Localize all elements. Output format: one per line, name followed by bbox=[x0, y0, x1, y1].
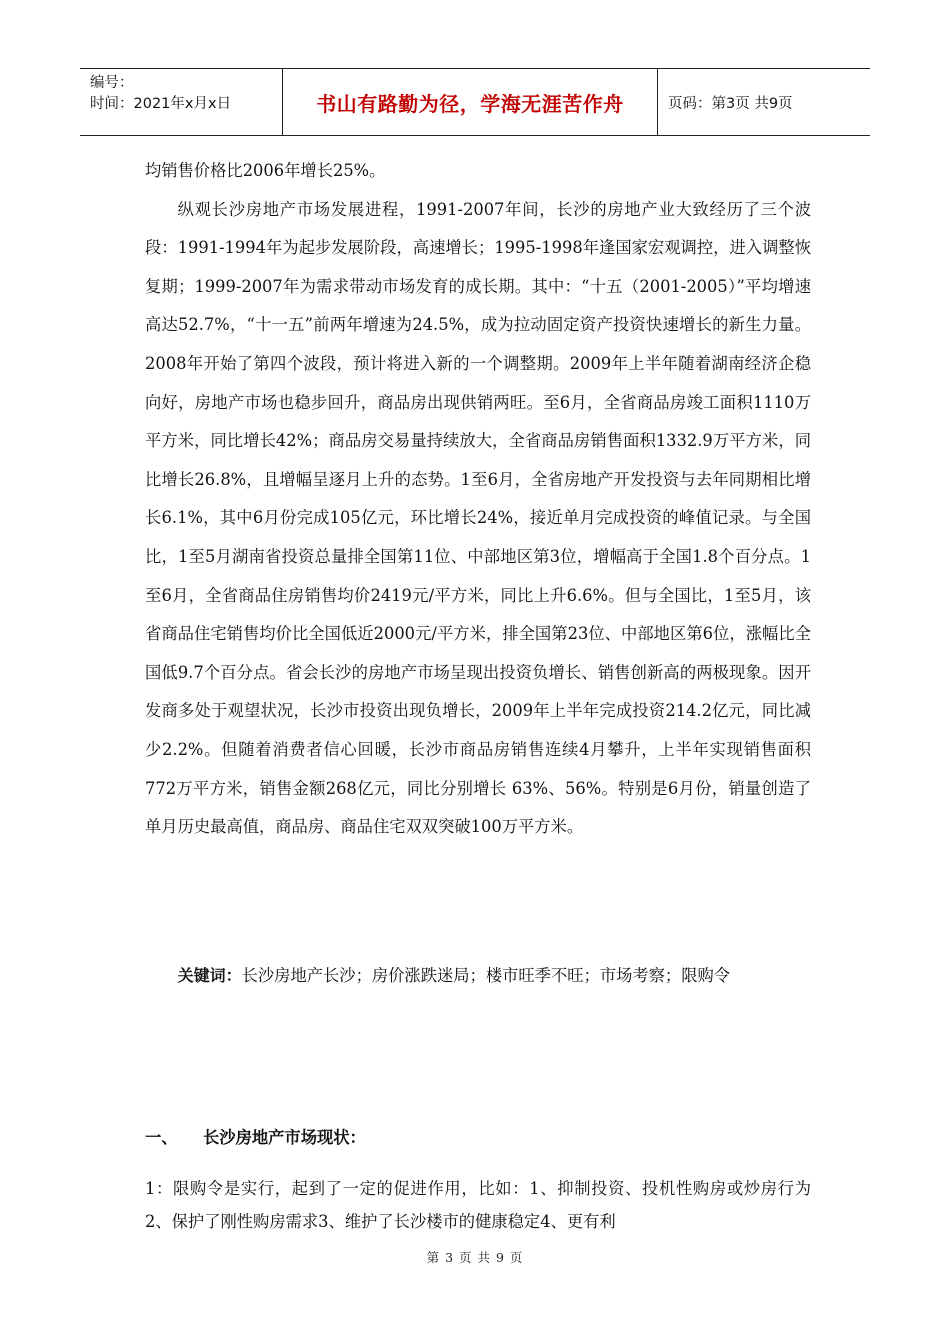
header-info-cell bbox=[80, 69, 283, 135]
keywords-text: 长沙房地产长沙；房价涨跌迷局；楼市旺季不旺；市场考察；限购令 bbox=[241, 966, 731, 985]
section-number: 一、 bbox=[145, 1128, 178, 1147]
section-title: 长沙房地产市场现状： bbox=[203, 1128, 366, 1147]
header-time-label: 时间：2021年x月x日 bbox=[90, 96, 232, 112]
header-motto: 书山有路勤为径，学海无涯苦作舟 bbox=[283, 69, 658, 135]
keywords-label: 关键词： bbox=[177, 966, 242, 985]
body-paragraph-1: 均销售价格比2006年增长25%。 bbox=[145, 161, 386, 180]
section-heading bbox=[145, 1124, 366, 1148]
keywords-block bbox=[145, 956, 811, 996]
header-number-label: 编号： bbox=[90, 75, 134, 91]
page-footer: 第 3 页 共 9 页 bbox=[426, 1250, 524, 1265]
header-page-code: 页码：第3页 共9页 bbox=[668, 95, 793, 112]
page-header bbox=[80, 68, 870, 136]
body-text bbox=[145, 152, 811, 847]
section-paragraph: 1：限购令是实行，起到了一定的促进作用，比如：1、抑制投资、投机性购房或炒房行为2、保护了刚性购房需求3、维护了长沙楼市的健康稳定4、更有利 bbox=[145, 1179, 811, 1231]
body-paragraph-2: 纵观长沙房地产市场发展进程，1991-2007年间，长沙的房地产业大致经历了三个波段：1991-1994年为起步发展阶段，高速增长；1995-1998年逢国家宏观调控，进入调整恢复期；1999-2007年为需求带动市场发育的成长期。其中：“十五（2001-2005）”平均增速高达52.7%，“十一五”前两年增速为24.5%，成为拉动固定资产投资快速增长的新生力量。2008年开始了第四个波段，预计将进入新的一个调整期。2009年上半年随着湖南经济企稳向好，房地产市场也稳步回升，商品房出现供销两旺。至6月，全省商品房竣工面积1110万平方米，同比增长42%；商品房交易量持续放大，全省商品房销售面积1332.9万平方米，同比增长26.8%，且增幅呈逐月上升的态势。1至6月，全省房地产开发投资与去年同期相比增长6.1%，其中6月份完成105亿元，环比增长24%，接近单月完成投资的峰值记录。与全国比，1至5月湖南省投资总量排全国第11位、中部地区第3位，增幅高于全国1.8个百分点。1至6月，全省商品住房销售均价2419元/平方米，同比上升6.6%。但与全国比，1至5月，该省商品住宅销售均价比全国低近2000元/平方米，排全国第23位、中部地区第6位，涨幅比全国低9.7个百分点。省会长沙的房地产市场呈现出投资负增长、销售创新高的两极现象。因开发商多处于观望状况，长沙市投资出现负增长，2009年上半年完成投资214.2亿元，同比减少2.2%。但随着消费者信心回暖，长沙市商品房销售连续4月攀升，上半年实现销售面积772万平方米，销售金额268亿元，同比分别增长 63%、56%。特别是6月份，销量创造了单月历史最高值，商品房、商品住宅双双突破100万平方米。 bbox=[145, 199, 811, 837]
